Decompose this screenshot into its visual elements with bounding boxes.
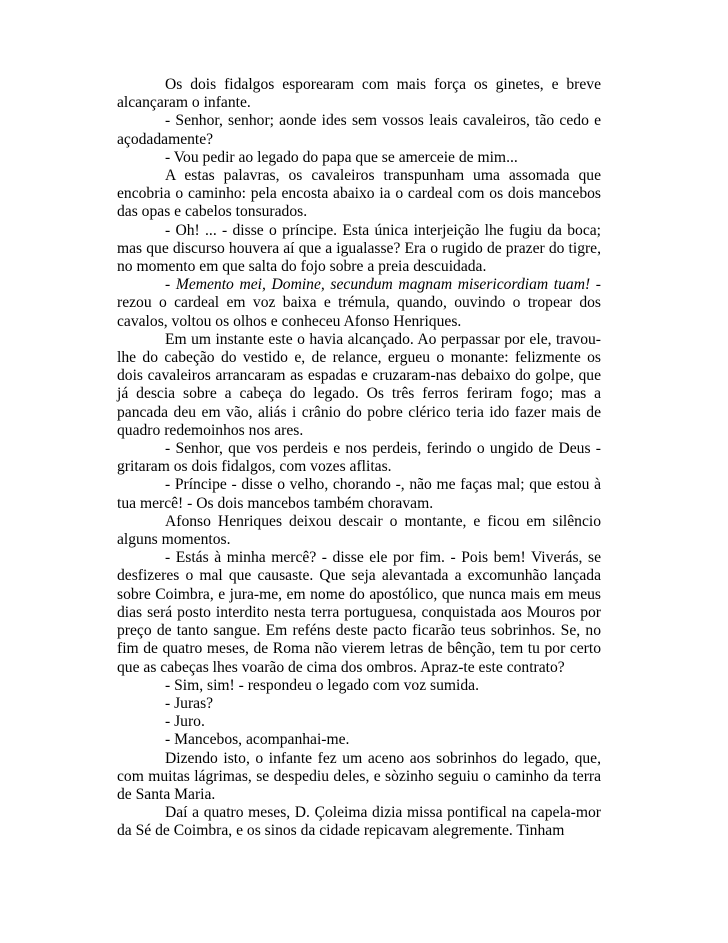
paragraph-text: - Príncipe - disse o velho, chorando -, não me faças mal; que estou à tua mercê! - Os dois mancebos também choravam. (117, 476, 601, 512)
paragraph-text: - Senhor, senhor; aonde ides sem vossos leais cavaleiros, tão cedo e açodadamente? (117, 112, 601, 148)
paragraph (117, 804, 601, 840)
paragraph (117, 276, 601, 331)
paragraph (117, 149, 601, 167)
paragraph-text: Dizendo isto, o infante fez um aceno aos sobrinhos do legado, que, com muitas lágrimas, se despediu deles, e sòzinho seguiu o caminho da terra de Santa Maria. (117, 749, 601, 803)
paragraph-text: Em um instante este o havia alcançado. Ao perpassar por ele, travou-lhe do cabeção do vestido e, de relance, ergueu o monante: felizmente os dois cavaleiros arrancaram as espadas e cruzaram-nas debaixo do golpe, que já descia sobre a cabeça do legado. Os três ferros feriram fogo; mas a pancada deu em vão, aliás i crânio do pobre clérico teria ido fazer mais de quadro redemoinhos nos ares. (117, 330, 601, 439)
paragraph (117, 112, 601, 148)
paragraph-text: - Mancebos, acompanhai-me. (165, 731, 350, 749)
paragraph (117, 713, 601, 731)
paragraph-text: - Juras? (165, 694, 214, 712)
paragraph (117, 222, 601, 277)
paragraph (117, 476, 601, 512)
paragraph-text: - Estás à minha mercê? - disse ele por fim. - Pois bem! Viverás, se desfizeres o mal que causaste. Que seja alevantada a excomunhão lançada sobre Coimbra, e jura-me, em nome do apostólico, que nunca mais em meus dias será posto interdito nesta terra portuguesa, conquistada aos Mouros por preço de tanto sangue. Em reféns deste pacto ficarão teus sobrinhos. Se, no fim de quatro meses, de Roma não vierem letras de bênção, tem tu por certo que as cabeças lhes voarão de cima dos ombros. Apraz-te este contrato? (117, 549, 601, 676)
paragraph (117, 695, 601, 713)
paragraph-text: A estas palavras, os cavaleiros transpunham uma assomada que encobria o caminho: pela encosta abaixo ia o cardeal com os dois mancebos das opas e cabelos tonsurados. (117, 167, 601, 221)
paragraph (117, 677, 601, 695)
paragraph (117, 513, 601, 549)
paragraph-text: Afonso Henriques deixou descair o montante, e ficou em silêncio alguns momentos. (117, 512, 601, 549)
paragraph (117, 331, 601, 440)
latin-prayer-italic: - Memento mei, Domine, secundum magnam misericordiam tuam! (165, 276, 591, 294)
document-page (117, 76, 601, 841)
paragraph-text: Os dois fidalgos esporearam com mais força os ginetes, e breve alcançaram o infante. (117, 76, 601, 112)
paragraph (117, 440, 601, 476)
paragraph-text: - Juro. (165, 713, 205, 731)
paragraph (117, 549, 601, 676)
paragraph-text: - rezou o cardeal em voz baixa e trémula, quando, ouvindo o tropear dos cavalos, voltou os olhos e conheceu Afonso Henriques. (117, 276, 601, 330)
paragraph (117, 167, 601, 222)
paragraph-text: - Vou pedir ao legado do papa que se amerceie de mim... (165, 148, 518, 166)
paragraph-text: - Sim, sim! - respondeu o legado com voz sumida. (165, 676, 479, 694)
paragraph-text: Daí a quatro meses, D. Çoleima dizia missa pontifical na capela-mor da Sé de Coimbra, e os sinos da cidade repicavam alegremente. Tinham (117, 804, 601, 840)
paragraph-text: - Oh! ... - disse o príncipe. Esta única interjeição lhe fugiu da boca; mas que discurso houvera aí que a igualasse? Era o rugido de prazer do tigre, no momento em que salta do fojo sobre a preia descuidada. (117, 221, 601, 276)
paragraph (117, 731, 601, 749)
paragraph-text: - Senhor, que vos perdeis e nos perdeis, ferindo o ungido de Deus - gritaram os dois fidalgos, com vozes aflitas. (117, 440, 601, 476)
paragraph (117, 750, 601, 805)
paragraph (117, 76, 601, 112)
